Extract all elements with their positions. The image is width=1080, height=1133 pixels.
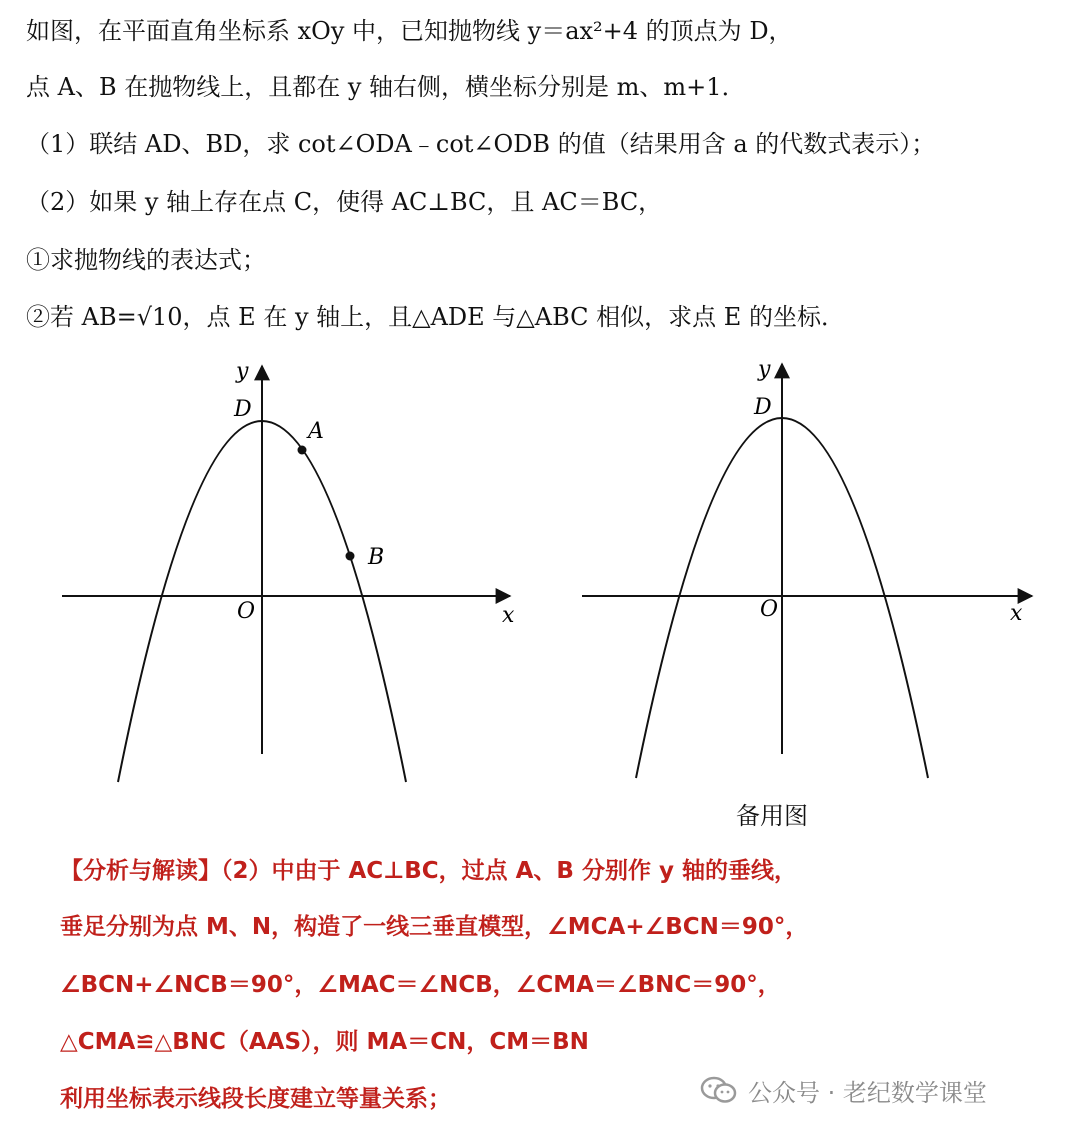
- point-a-dot: [298, 446, 307, 455]
- origin-label: O: [237, 599, 256, 624]
- wechat-icon: [700, 1075, 738, 1105]
- analysis-line-1: 【分析与解读】（2）中由于 AC⊥BC，过点 A、B 分别作 y 轴的垂线，: [60, 858, 797, 884]
- figure-backup: [540, 350, 1080, 800]
- vertex-label: D: [754, 395, 772, 420]
- point-b-dot: [346, 552, 355, 561]
- backup-figure-caption: 备用图: [736, 802, 808, 830]
- y-axis-label: y: [758, 357, 771, 382]
- watermark-text: 公众号 · 老纪数学课堂: [748, 1078, 987, 1107]
- origin-label: O: [760, 597, 779, 622]
- watermark: [700, 1070, 987, 1110]
- analysis-line-3: ∠BCN+∠NCB＝90°，∠MAC＝∠NCB，∠CMA＝∠BNC＝90°，: [60, 972, 781, 998]
- problem-line-4: （2）如果 y 轴上存在点 C，使得 AC⊥BC，且 AC＝BC，: [26, 188, 663, 216]
- problem-line-2: 点 A、B 在抛物线上，且都在 y 轴右侧，横坐标分别是 m、m+1．: [26, 73, 746, 101]
- figure-main: [0, 350, 540, 800]
- analysis-line-4: △CMA≌△BNC（AAS），则 MA＝CN，CM＝BN: [60, 1029, 589, 1055]
- analysis-line-2: 垂足分别为点 M、N，构造了一线三垂直模型，∠MCA+∠BCN＝90°，: [60, 914, 809, 940]
- point-a-label: A: [308, 419, 324, 444]
- point-b-label: B: [368, 545, 385, 570]
- analysis-line-5: 利用坐标表示线段长度建立等量关系；: [60, 1086, 451, 1112]
- problem-line-5: ①求抛物线的表达式；: [26, 246, 266, 274]
- x-axis-label: x: [502, 603, 515, 628]
- problem-line-3: （1）联结 AD、BD，求 cot∠ODA﹣cot∠ODB 的值（结果用含 a 的代数式表示）；: [26, 130, 936, 158]
- problem-line-1: 如图，在平面直角坐标系 xOy 中，已知抛物线 y＝ax²+4 的顶点为 D，: [26, 17, 793, 45]
- vertex-label: D: [234, 397, 252, 422]
- y-axis-label: y: [236, 359, 249, 384]
- x-axis-label: x: [1010, 601, 1023, 626]
- problem-line-6: ②若 AB=√10，点 E 在 y 轴上，且△ADE 与△ABC 相似，求点 E 的坐标．: [26, 303, 845, 331]
